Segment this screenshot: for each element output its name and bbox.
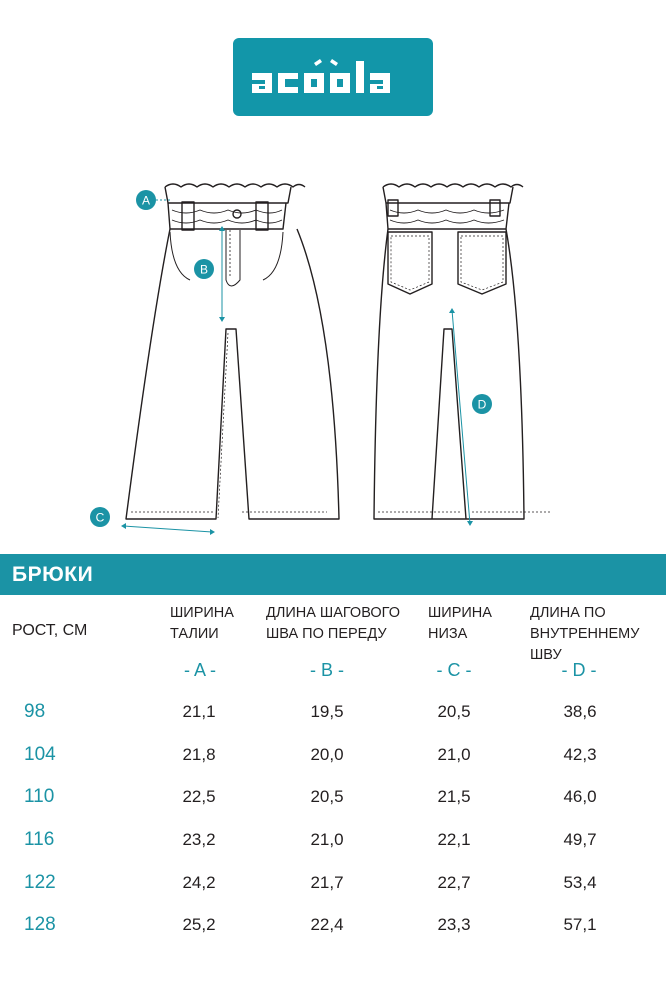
product-title-banner: [0, 554, 666, 595]
cell-inseam: 46,0: [563, 787, 597, 806]
col-code-a: - A -: [183, 660, 216, 680]
cell-hem: 21,0: [437, 745, 471, 764]
marker-a: [136, 190, 156, 210]
size-label: 116: [24, 829, 55, 850]
cell-waist: 25,2: [182, 915, 216, 934]
brand-logo-wordmark: [248, 57, 418, 97]
marker-c-label: C: [95, 510, 105, 525]
cell-hem: 20,5: [437, 702, 471, 721]
col-header-hem-line2: НИЗА: [428, 626, 468, 642]
cell-inseam: 53,4: [563, 873, 597, 892]
cell-hem: 22,7: [437, 873, 471, 892]
pants-front-view: [126, 184, 339, 519]
size-label: 104: [24, 744, 56, 765]
cell-waist: 22,5: [182, 787, 216, 806]
cell-waist: 23,2: [182, 830, 216, 849]
brand-logo: [233, 38, 433, 116]
cell-hem: 23,3: [437, 915, 471, 934]
col-header-front-rise-line1: ДЛИНА ШАГОВОГО: [266, 605, 400, 621]
cell-front-rise: 21,0: [310, 830, 344, 849]
marker-a-label: A: [141, 193, 151, 208]
cell-waist: 24,2: [182, 873, 216, 892]
size-label: 98: [24, 701, 46, 722]
size-label: 128: [24, 914, 56, 935]
cell-front-rise: 20,5: [310, 787, 344, 806]
cell-inseam: 49,7: [563, 830, 597, 849]
cell-front-rise: 22,4: [310, 915, 344, 934]
measure-c-line: [124, 526, 212, 532]
col-header-hem-line1: ШИРИНА: [428, 605, 492, 621]
size-label: 122: [24, 872, 56, 893]
marker-d: [472, 394, 492, 414]
col-header-front-rise: [266, 603, 400, 645]
cell-inseam: 38,6: [563, 702, 597, 721]
cell-waist: 21,8: [182, 745, 216, 764]
size-label: 110: [24, 786, 55, 807]
col-header-front-rise-line2: ШВА ПО ПЕРЕДУ: [266, 626, 387, 642]
col-code-d: - D -: [561, 660, 597, 680]
marker-d-label: D: [477, 397, 487, 412]
pants-back-view: [374, 184, 552, 519]
col-header-inseam: [530, 603, 666, 666]
col-header-inseam-line2: ВНУТРЕННЕМУ ШВУ: [530, 626, 640, 663]
col-header-waist: [170, 603, 234, 645]
cell-hem: 22,1: [437, 830, 471, 849]
col-header-hem: [428, 603, 492, 645]
cell-front-rise: 21,7: [310, 873, 344, 892]
col-header-waist-line1: ШИРИНА: [170, 605, 234, 621]
col-code-b: - B -: [310, 660, 344, 680]
marker-b: [194, 259, 214, 279]
cell-inseam: 42,3: [563, 745, 597, 764]
marker-c: [90, 507, 110, 527]
marker-b-label: B: [199, 262, 209, 277]
col-header-inseam-line1: ДЛИНА ПО: [530, 605, 606, 621]
measure-d-line: [452, 310, 470, 524]
product-title: БРЮКИ: [12, 562, 94, 586]
cell-hem: 21,5: [437, 787, 471, 806]
cell-waist: 21,1: [182, 702, 216, 721]
col-header-waist-line2: ТАЛИИ: [170, 626, 219, 642]
col-code-c: - C -: [436, 660, 472, 680]
pants-technical-drawing: [0, 160, 666, 540]
cell-front-rise: 20,0: [310, 745, 344, 764]
cell-front-rise: 19,5: [310, 702, 344, 721]
row-header: РОСТ, СМ: [12, 622, 88, 639]
cell-inseam: 57,1: [563, 915, 597, 934]
